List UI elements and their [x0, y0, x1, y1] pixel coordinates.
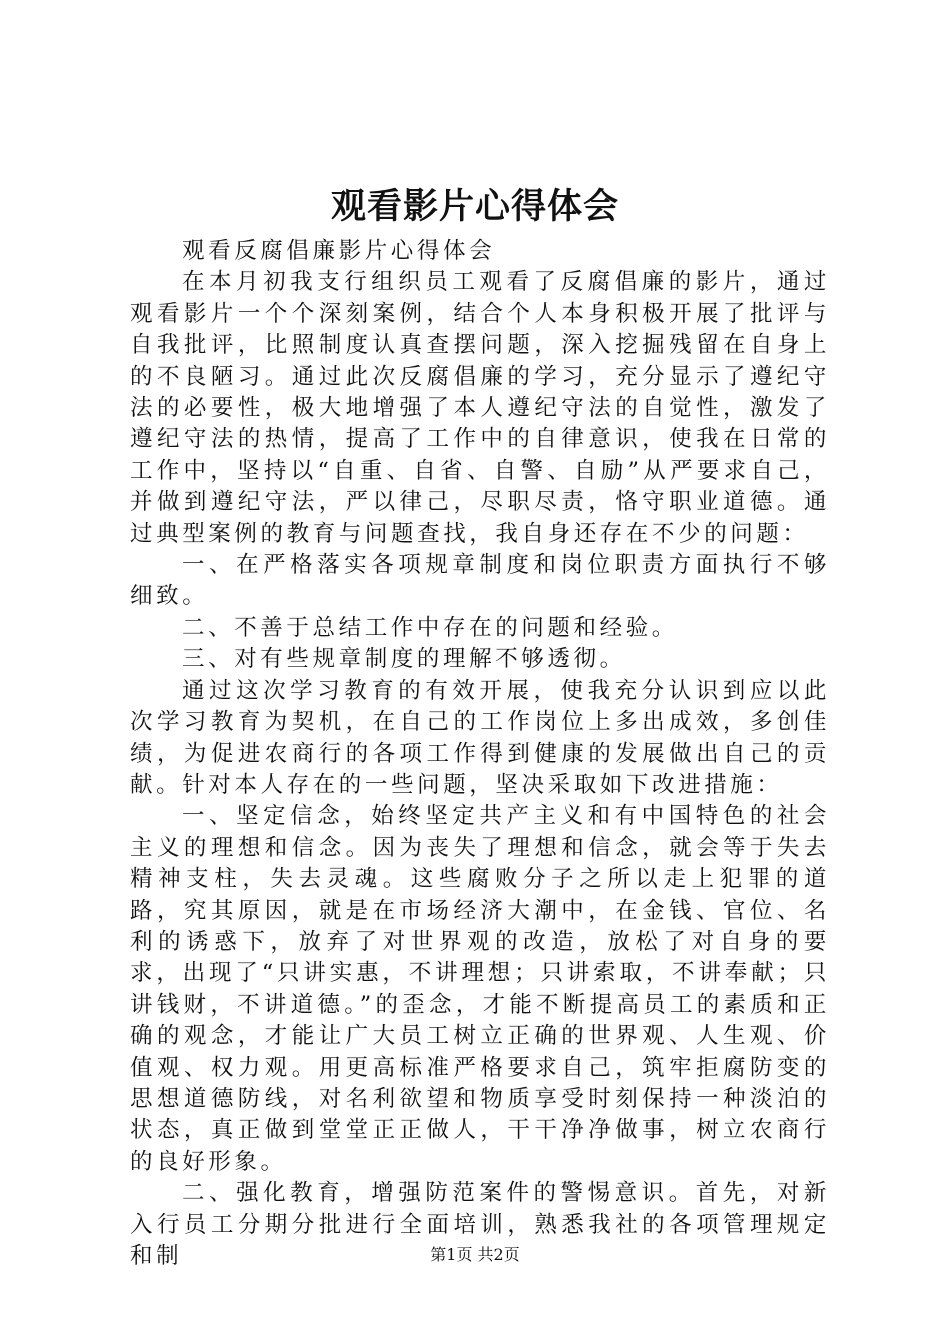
document-title: 观看影片心得体会	[330, 186, 619, 227]
paragraph: 二、强化教育，增强防范案件的警惕意识。首先，对新入行员工分期分批进行全面培训，熟悉我社的各项管理规定和制	[130, 1180, 830, 1269]
paragraph: 二、不善于总结工作中存在的问题和经验。	[182, 614, 678, 641]
paragraph: 三、对有些规章制度的理解不够透彻。	[182, 646, 626, 673]
document-body	[130, 236, 830, 1272]
paragraph: 一、坚定信念，始终坚定共产主义和有中国特色的社会主义的理想和信念。因为丧失了理想和信念，就会等于失去精神支柱，失去灵魂。这些腐败分子之所以走上犯罪的道路，究其原因，就是在市场经济大潮中，在金钱、官位、名利的诱惑下，放弃了对世界观的改造，放松了对自身的要求，出现了“只讲实惠，不讲理想；只讲索取，不讲奉献；只讲钱财，不讲道德。”的歪念，才能不断提高员工的素质和正确的观念，才能让广大员工树立正确的世界观、人生观、价值观、权力观。用更高标准严格要求自己，筑牢拒腐防变的思想道德防线，对名利欲望和物质享受时刻保持一种淡泊的状态，真正做到堂堂正正做人，干干净净做事，树立农商行的良好形象。	[130, 803, 830, 1175]
paragraph: 一、在严格落实各项规章制度和岗位职责方面执行不够细致。	[130, 552, 830, 610]
paragraph-subtitle: 观看反腐倡廉影片心得体会	[182, 238, 496, 264]
page-number-footer: 第1页 共2页	[430, 1245, 520, 1264]
paragraph: 通过这次学习教育的有效开展，使我充分认识到应以此次学习教育为契机，在自己的工作岗位上多出成效，多创佳绩，为促进农商行的各项工作得到健康的发展做出自己的贡献。针对本人存在的一些问题，坚决采取如下改进措施：	[130, 677, 830, 798]
paragraph: 在本月初我支行组织员工观看了反腐倡廉的影片，通过观看影片一个个深刻案例，结合个人本身积极开展了批评与自我批评，比照制度认真查摆问题，深入挖掘残留在自身上的不良陋习。通过此次反腐倡廉的学习，充分显示了遵纪守法的必要性，极大地增强了本人遵纪守法的自觉性，激发了遵纪守法的热情，提高了工作中的自律意识，使我在日常的工作中，坚持以“自重、自省、自警、自励”从严要求自己，并做到遵纪守法，严以律己，尽职尽责，恪守职业道德。通过典型案例的教育与问题查找，我自身还存在不少的问题：	[130, 269, 830, 547]
